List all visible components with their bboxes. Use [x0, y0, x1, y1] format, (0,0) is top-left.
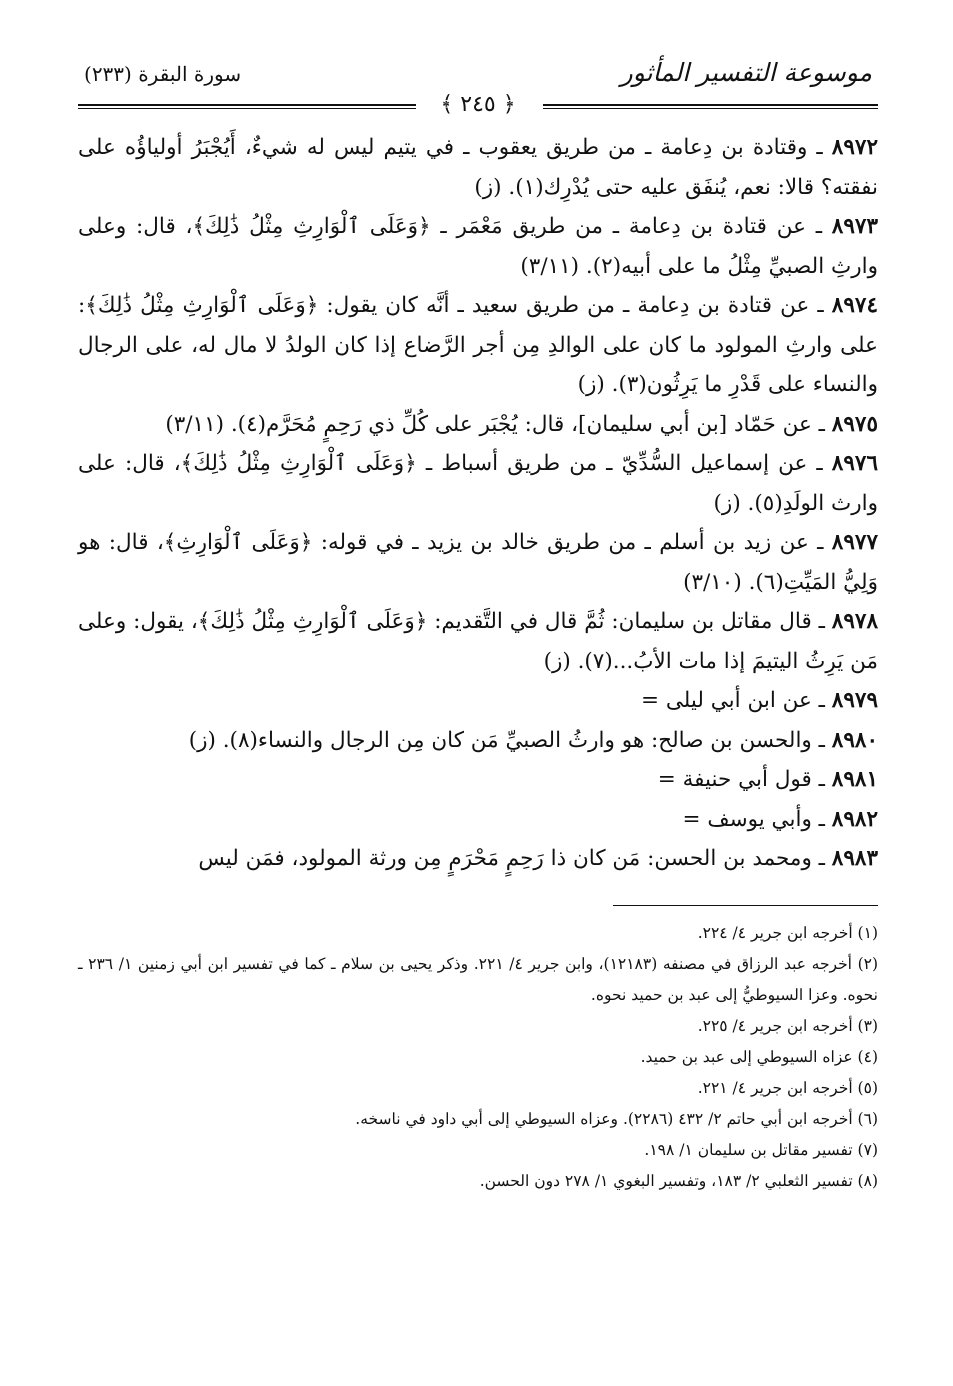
entry — [78, 760, 878, 800]
entry-number: ٨٩٧٨ — [831, 609, 878, 634]
entry-text: ـ عن زيد بن أسلم ـ من طريق خالد بن يزيد ـ في قوله: ﴿وَعَلَى ٱلْوَارِثِ﴾، قال: هو وَلِيُّ المَيِّتِ(٦). (٣/١٠) — [78, 530, 878, 595]
book-title: موسوعة التفسير المأثور — [620, 58, 872, 87]
footnote: (٥) أخرجه ابن جرير ٤/ ٢٢١. — [697, 1078, 878, 1097]
entry — [78, 128, 878, 207]
footnote: (٢) أخرجه عبد الرزاق في مصنفه (١٢١٨٣)، وابن جرير ٤/ ٢٢١. وذكر يحيى بن سلام ـ كما في تفسير ابن أبي زمنين ١/ ٢٣٦ ـ نحوه. وعزا السيوطيُّ إلى عبد بن حميد نحوه. — [78, 954, 879, 1004]
footnote-separator — [78, 905, 878, 906]
entry — [78, 286, 878, 405]
header-rule — [78, 92, 878, 118]
footnote: (١) أخرجه ابن جرير ٤/ ٢٢٤. — [697, 923, 878, 942]
entry — [78, 681, 878, 721]
entry-text: ـ وأبي يوسف = — [682, 806, 832, 832]
entry-text: ـ عن قتادة بن دِعامة ـ من طريق سعيد ـ أنَّه كان يقول: ﴿وَعَلَى ٱلْوَارِثِ مِثْلُ ذَٰلِكَ﴾: على وارثِ المولود ما كان على الوالدِ مِن أجر الرَّضاع إذا كان الولدُ لا مال له، على الرجال والنساء على قَدْرِ ما يَرِثُون(٣). (ز) — [78, 293, 878, 397]
footnote: (٦) أخرجه ابن أبي حاتم ٢/ ٤٣٢ (٢٢٨٦). وعزاه السيوطي إلى أبي داود في ناسخه. — [355, 1109, 878, 1128]
entry-text: ـ عن إسماعيل السُّدِّيّ ـ من طريق أسباط ـ ﴿وَعَلَى ٱلْوَارِثِ مِثْلُ ذَٰلِكَ﴾، قال: على وارث الولَدِ(٥). (ز) — [78, 451, 878, 516]
entry-number: ٨٩٧٩ — [831, 688, 878, 713]
entry-text: ـ ومحمد بن الحسن: مَن كان ذا رَحِمٍ مَحْرَمٍ مِن ورثة المولود، فمَن ليس — [198, 846, 832, 871]
footnote: (٣) أخرجه ابن جرير ٤/ ٢٢٥. — [697, 1016, 878, 1035]
entries — [78, 128, 878, 879]
entry-number: ٨٩٨١ — [831, 767, 878, 792]
entry-number: ٨٩٧٥ — [831, 411, 878, 437]
entry-text: ـ وقتادة بن دِعامة ـ من طريق يعقوب ـ في يتيم ليس له شيءٌ، أَيُجْبَرُ أولياؤُه على نفقته؟ قالا: نعم، يُنفَق عليه حتى يُدْرِك(١). (ز) — [78, 135, 878, 200]
entry-number: ٨٩٧٣ — [831, 214, 878, 239]
footnotes — [78, 918, 878, 1197]
entry — [78, 523, 878, 602]
entry-text: ـ عن ابن أبي ليلى = — [641, 688, 832, 713]
entry-text: ـ والحسن بن صالح: هو وارثُ الصبيِّ مَن كان مِن الرجال والنساء(٨). (ز) — [188, 727, 832, 753]
entry-text: ـ قال مقاتل بن سليمان: ثُمَّ قال في التَّقديم: ﴿وَعَلَى ٱلْوَارِثِ مِثْلُ ذَٰلِكَ﴾، يقول: وعلى مَن يَرِثُ اليتيمَ إذا مات الأبُ...(٧). (ز) — [78, 609, 878, 674]
page-header — [78, 58, 878, 88]
entry — [78, 602, 878, 681]
footnote: (٤) عزاه السيوطي إلى عبد بن حميد. — [640, 1047, 878, 1066]
entry-number: ٨٩٨٠ — [831, 727, 878, 753]
entry — [78, 405, 878, 445]
entry-text: ـ عن حَمّاد [بن أبي سليمان]، قال: يُجْبَر على كُلِّ ذي رَحِمٍ مُحَرَّم(٤). (٣/١١) — [165, 411, 832, 437]
entry-number: ٨٩٧٧ — [831, 530, 878, 555]
entry — [78, 207, 878, 286]
entry-number: ٨٩٨٣ — [831, 846, 878, 871]
entry-text: ـ عن قتادة بن دِعامة ـ من طريق مَعْمَر ـ ﴿وَعَلَى ٱلْوَارِثِ مِثْلُ ذَٰلِكَ﴾، قال: وعلى وارثِ الصبيِّ مِثْلُ ما على أبيه(٢). (٣/١١) — [78, 214, 878, 279]
header-rule-right — [543, 104, 878, 109]
entry-number: ٨٩٧٦ — [831, 451, 878, 476]
entry — [78, 444, 878, 523]
entry-number: ٨٩٧٤ — [831, 293, 878, 318]
header-rule-left — [78, 104, 416, 109]
entry-number: ٨٩٧٢ — [831, 135, 878, 160]
entry — [78, 800, 878, 840]
entry — [78, 721, 878, 761]
entry-text: ـ قول أبي حنيفة = — [657, 767, 832, 792]
entry — [78, 839, 878, 879]
page-number: ﴿ ٢٤٥ ﴾ — [440, 92, 516, 117]
entry-number: ٨٩٨٢ — [831, 806, 878, 832]
footnote-rule — [613, 905, 878, 906]
footnote: (٧) تفسير مقاتل بن سليمان ١/ ١٩٨. — [644, 1140, 878, 1159]
footnote: (٨) تفسير الثعلبي ٢/ ١٨٣، وتفسير البغوي ١/ ٢٧٨ دون الحسن. — [479, 1171, 878, 1190]
surah-title: سورة البقرة (٢٣٣) — [84, 62, 242, 86]
